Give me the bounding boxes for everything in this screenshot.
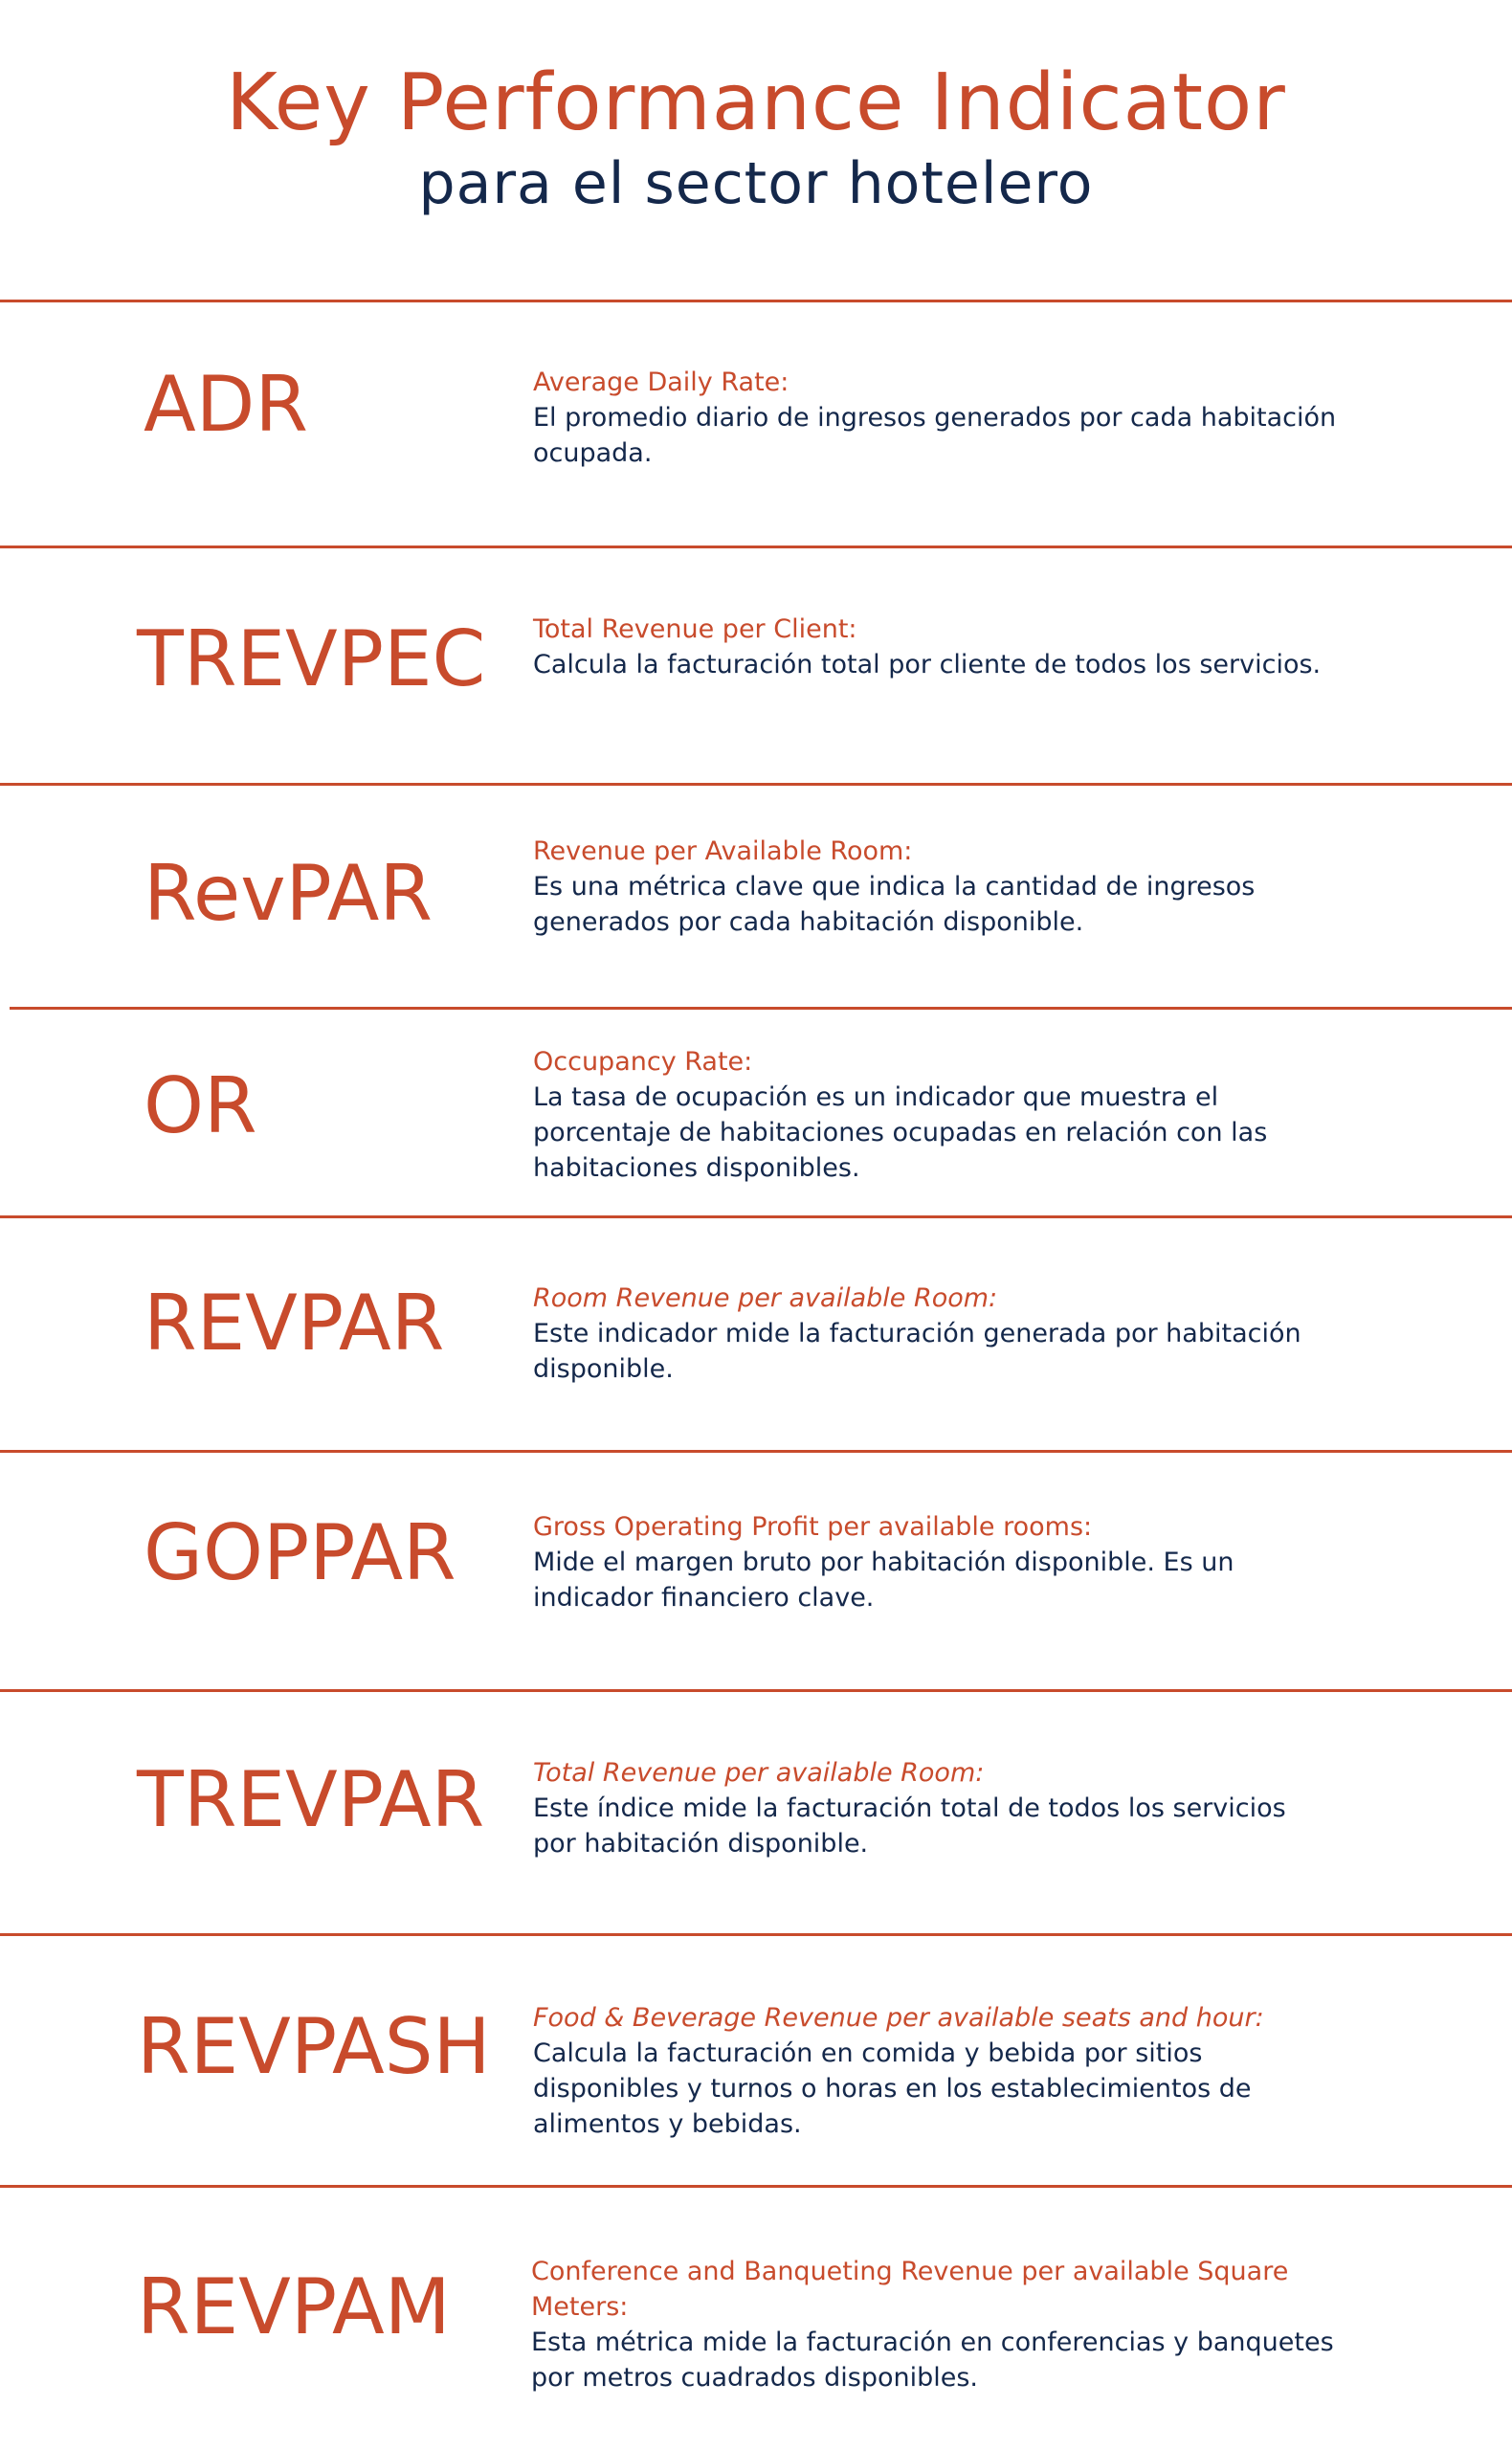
- kpi-abbreviation: ADR: [144, 360, 308, 449]
- kpi-description: Este índice mide la facturación total de todos los servicios por habitación disponible.: [533, 1793, 1286, 1859]
- kpi-abbreviation: OR: [144, 1061, 257, 1150]
- kpi-description: Es una métrica clave que indica la cantidad de ingresos generados por cada habitación disponible.: [533, 872, 1256, 937]
- kpi-description: Calcula la facturación en comida y bebida por sitios disponibles y turnos o horas en los establecimientos de alimentos y bebidas.: [533, 2038, 1252, 2139]
- kpi-description-block: [533, 1509, 1337, 1615]
- kpi-description-block: [533, 1281, 1337, 1387]
- kpi-name: Revenue per Available Room:: [533, 836, 913, 866]
- kpi-name: Food & Beverage Revenue per available seats and hour:: [533, 2003, 1264, 2033]
- kpi-description-block: [531, 2254, 1335, 2395]
- divider: [0, 1689, 1512, 1692]
- kpi-description-block: [533, 365, 1337, 471]
- divider: [0, 2185, 1512, 2188]
- kpi-name: Gross Operating Profit per available rooms:: [533, 1512, 1093, 1542]
- kpi-description: Mide el margen bruto por habitación disponible. Es un indicador financiero clave.: [533, 1548, 1234, 1613]
- kpi-abbreviation: RevPAR: [144, 849, 433, 938]
- kpi-abbreviation: REVPASH: [137, 2002, 491, 2091]
- page-title: Key Performance Indicator: [226, 57, 1286, 148]
- kpi-abbreviation: TREVPAR: [137, 1755, 485, 1844]
- divider: [0, 1215, 1512, 1218]
- kpi-name: Total Revenue per Client:: [533, 614, 857, 644]
- divider: [0, 1450, 1512, 1453]
- kpi-abbreviation: TREVPEC: [137, 614, 486, 703]
- divider: [0, 783, 1512, 786]
- kpi-description-block: [533, 2000, 1337, 2142]
- kpi-description: El promedio diario de ingresos generados por cada habitación ocupada.: [533, 403, 1337, 468]
- kpi-description-block: [533, 1044, 1337, 1186]
- kpi-name: Total Revenue per available Room:: [533, 1758, 985, 1788]
- kpi-name: Occupancy Rate:: [533, 1047, 753, 1077]
- divider: [0, 1933, 1512, 1936]
- kpi-name: Conference and Banqueting Revenue per available Square Meters:: [531, 2257, 1289, 2322]
- kpi-name: Average Daily Rate:: [533, 368, 789, 397]
- kpi-description: La tasa de ocupación es un indicador que muestra el porcentaje de habitaciones ocupadas en relación con las habitaciones disponibles.: [533, 1082, 1268, 1183]
- divider: [0, 300, 1512, 302]
- divider: [0, 546, 1512, 548]
- kpi-description-block: [533, 834, 1337, 940]
- divider: [10, 1007, 1512, 1010]
- kpi-abbreviation: REVPAR: [144, 1279, 445, 1368]
- kpi-description: Este indicador mide la facturación generada por habitación disponible.: [533, 1319, 1301, 1384]
- page-subtitle: para el sector hotelero: [418, 150, 1094, 217]
- kpi-abbreviation: REVPAM: [137, 2262, 451, 2351]
- kpi-description: Calcula la facturación total por cliente de todos los servicios.: [533, 650, 1322, 679]
- kpi-name: Room Revenue per available Room:: [533, 1283, 998, 1313]
- kpi-description-block: [533, 1755, 1337, 1861]
- kpi-description: Esta métrica mide la facturación en conferencias y banquetes por metros cuadrados disponibles.: [531, 2328, 1334, 2393]
- kpi-abbreviation: GOPPAR: [144, 1508, 456, 1597]
- kpi-description-block: [533, 612, 1337, 682]
